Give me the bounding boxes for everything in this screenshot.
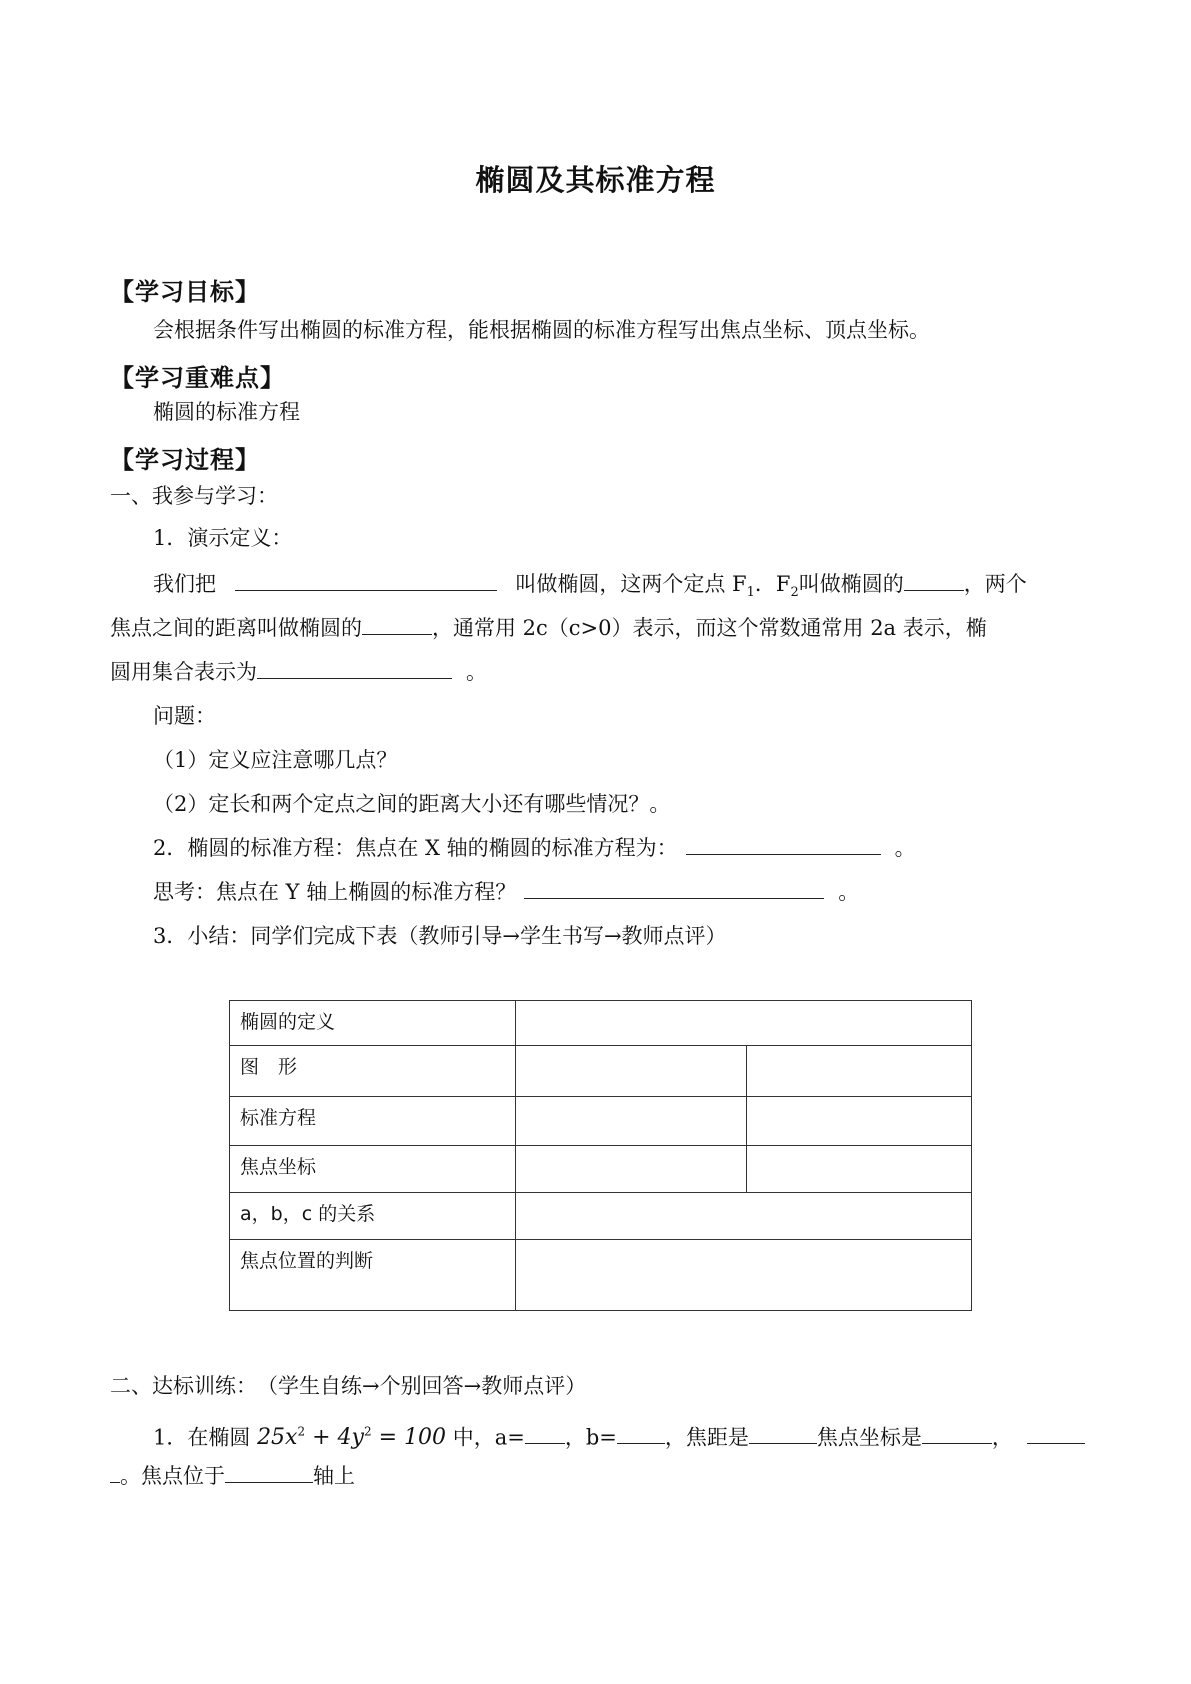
a-value-blank[interactable]: [525, 1423, 565, 1444]
axis-blank[interactable]: [225, 1462, 313, 1483]
answer-cell[interactable]: [516, 1046, 747, 1097]
focus-coord-blank-2[interactable]: [1027, 1423, 1085, 1444]
b-value-blank[interactable]: [617, 1423, 665, 1444]
focal-distance-blank[interactable]: [749, 1423, 817, 1444]
def-text-i: 。: [466, 660, 487, 684]
answer-cell[interactable]: [747, 1046, 972, 1097]
def-blank-3[interactable]: [362, 614, 432, 635]
row-label: 图 形: [230, 1046, 516, 1097]
objectives-heading: 【学习目标】: [110, 278, 260, 306]
row-label: a，b，c 的关系: [230, 1193, 516, 1240]
section2-title: 二、达标训练： （学生自练→个别回答→教师点评）: [110, 1374, 587, 1398]
item2-line: [153, 834, 916, 862]
table-row: [230, 1001, 972, 1046]
row-label: 标准方程: [230, 1097, 516, 1146]
table-row: [230, 1046, 972, 1097]
y-axis-equation-blank[interactable]: [524, 878, 824, 899]
answer-cell[interactable]: [516, 1193, 972, 1240]
eq-term-1: 25x: [257, 1425, 298, 1451]
def-text-g: ，通常用 2c（c>0）表示，而这个常数通常用 2a 表示，椭: [432, 616, 987, 640]
item1-title: 1．演示定义：: [153, 526, 293, 550]
row-label: 焦点位置的判断: [230, 1240, 516, 1311]
def-blank-1[interactable]: [235, 570, 497, 591]
table-row: [230, 1193, 972, 1240]
exercise-1-text-e: 焦点坐标是: [816, 1425, 922, 1450]
exercise-1-line-1: [153, 1418, 1085, 1452]
focus-coord-blank-2-cont[interactable]: [110, 1462, 120, 1483]
def-text-f: 焦点之间的距离叫做椭圆的: [110, 616, 362, 640]
key-points-heading: 【学习重难点】: [110, 364, 285, 392]
think-line: [153, 878, 859, 906]
eq-exponent-2: 2: [363, 1425, 372, 1439]
row-label: 焦点坐标: [230, 1146, 516, 1193]
focus-coord-blank-1[interactable]: [922, 1423, 992, 1444]
exercise-1-line-2: [110, 1462, 355, 1490]
summary-table: [229, 1000, 972, 1311]
objectives-text: 会根据条件写出椭圆的标准方程，能根据椭圆的标准方程写出焦点坐标、顶点坐标。: [153, 318, 930, 342]
answer-cell[interactable]: [516, 1240, 972, 1311]
answer-cell[interactable]: [516, 1146, 747, 1193]
exercise-1-text-c: ，b=: [564, 1425, 617, 1450]
question-1: （1）定义应注意哪几点？: [153, 748, 398, 772]
item2-end: 。: [894, 836, 916, 860]
table-row: [230, 1097, 972, 1146]
def-blank-2[interactable]: [904, 570, 964, 591]
definition-line-3: [110, 658, 487, 686]
exercise-1-text-g: 。焦点位于: [120, 1464, 225, 1488]
f2-subscript: 2: [790, 585, 799, 601]
item3-text: 3．小结：同学们完成下表（教师引导→学生书写→教师点评）: [153, 924, 727, 948]
definition-line-2: [110, 614, 987, 642]
eq-exponent-1: 2: [297, 1425, 306, 1439]
table-row: [230, 1146, 972, 1193]
think-text: 思考：焦点在 Y 轴上椭圆的标准方程？: [153, 880, 517, 904]
answer-cell[interactable]: [747, 1097, 972, 1146]
question-2: （2）定长和两个定点之间的距离大小还有哪些情况？。: [153, 792, 671, 816]
exercise-1-text-d: ，焦距是: [664, 1425, 749, 1450]
process-heading: 【学习过程】: [110, 446, 260, 474]
def-text-d: 叫做椭圆的: [798, 572, 904, 596]
row-label: 椭圆的定义: [230, 1001, 516, 1046]
f1-subscript: 1: [746, 585, 755, 601]
exercise-1-text-a: 1．在椭圆: [153, 1425, 251, 1450]
ellipse-equation: [257, 1425, 446, 1450]
think-end: 。: [838, 880, 860, 904]
table-row: [230, 1240, 972, 1311]
item2-text: 2．椭圆的标准方程：焦点在 X 轴的椭圆的标准方程为：: [153, 836, 678, 860]
x-axis-equation-blank[interactable]: [686, 834, 881, 855]
answer-cell[interactable]: [747, 1146, 972, 1193]
def-text-c: ．F: [754, 572, 791, 596]
def-text-b: 叫做椭圆，这两个定点 F: [515, 572, 747, 596]
def-text-a: 我们把: [153, 572, 216, 596]
definition-line-1: [153, 570, 1027, 607]
exercise-1-text-h: 轴上: [313, 1464, 355, 1488]
page-title: 椭圆及其标准方程: [475, 163, 716, 197]
section1-title: 一、我参与学习：: [110, 484, 278, 508]
eq-term-3: = 100: [371, 1425, 447, 1451]
key-points-text: 椭圆的标准方程: [153, 400, 300, 424]
answer-cell[interactable]: [516, 1001, 972, 1046]
def-text-e: ，两个: [963, 572, 1027, 596]
question-label: 问题：: [153, 704, 216, 728]
answer-cell[interactable]: [516, 1097, 747, 1146]
def-text-h: 圆用集合表示为: [110, 660, 257, 684]
eq-term-2: + 4y: [305, 1425, 364, 1451]
exercise-1-text-f: ，: [991, 1425, 1013, 1450]
exercise-1-text-b: 中，a=: [452, 1425, 525, 1450]
def-blank-4[interactable]: [257, 658, 452, 679]
